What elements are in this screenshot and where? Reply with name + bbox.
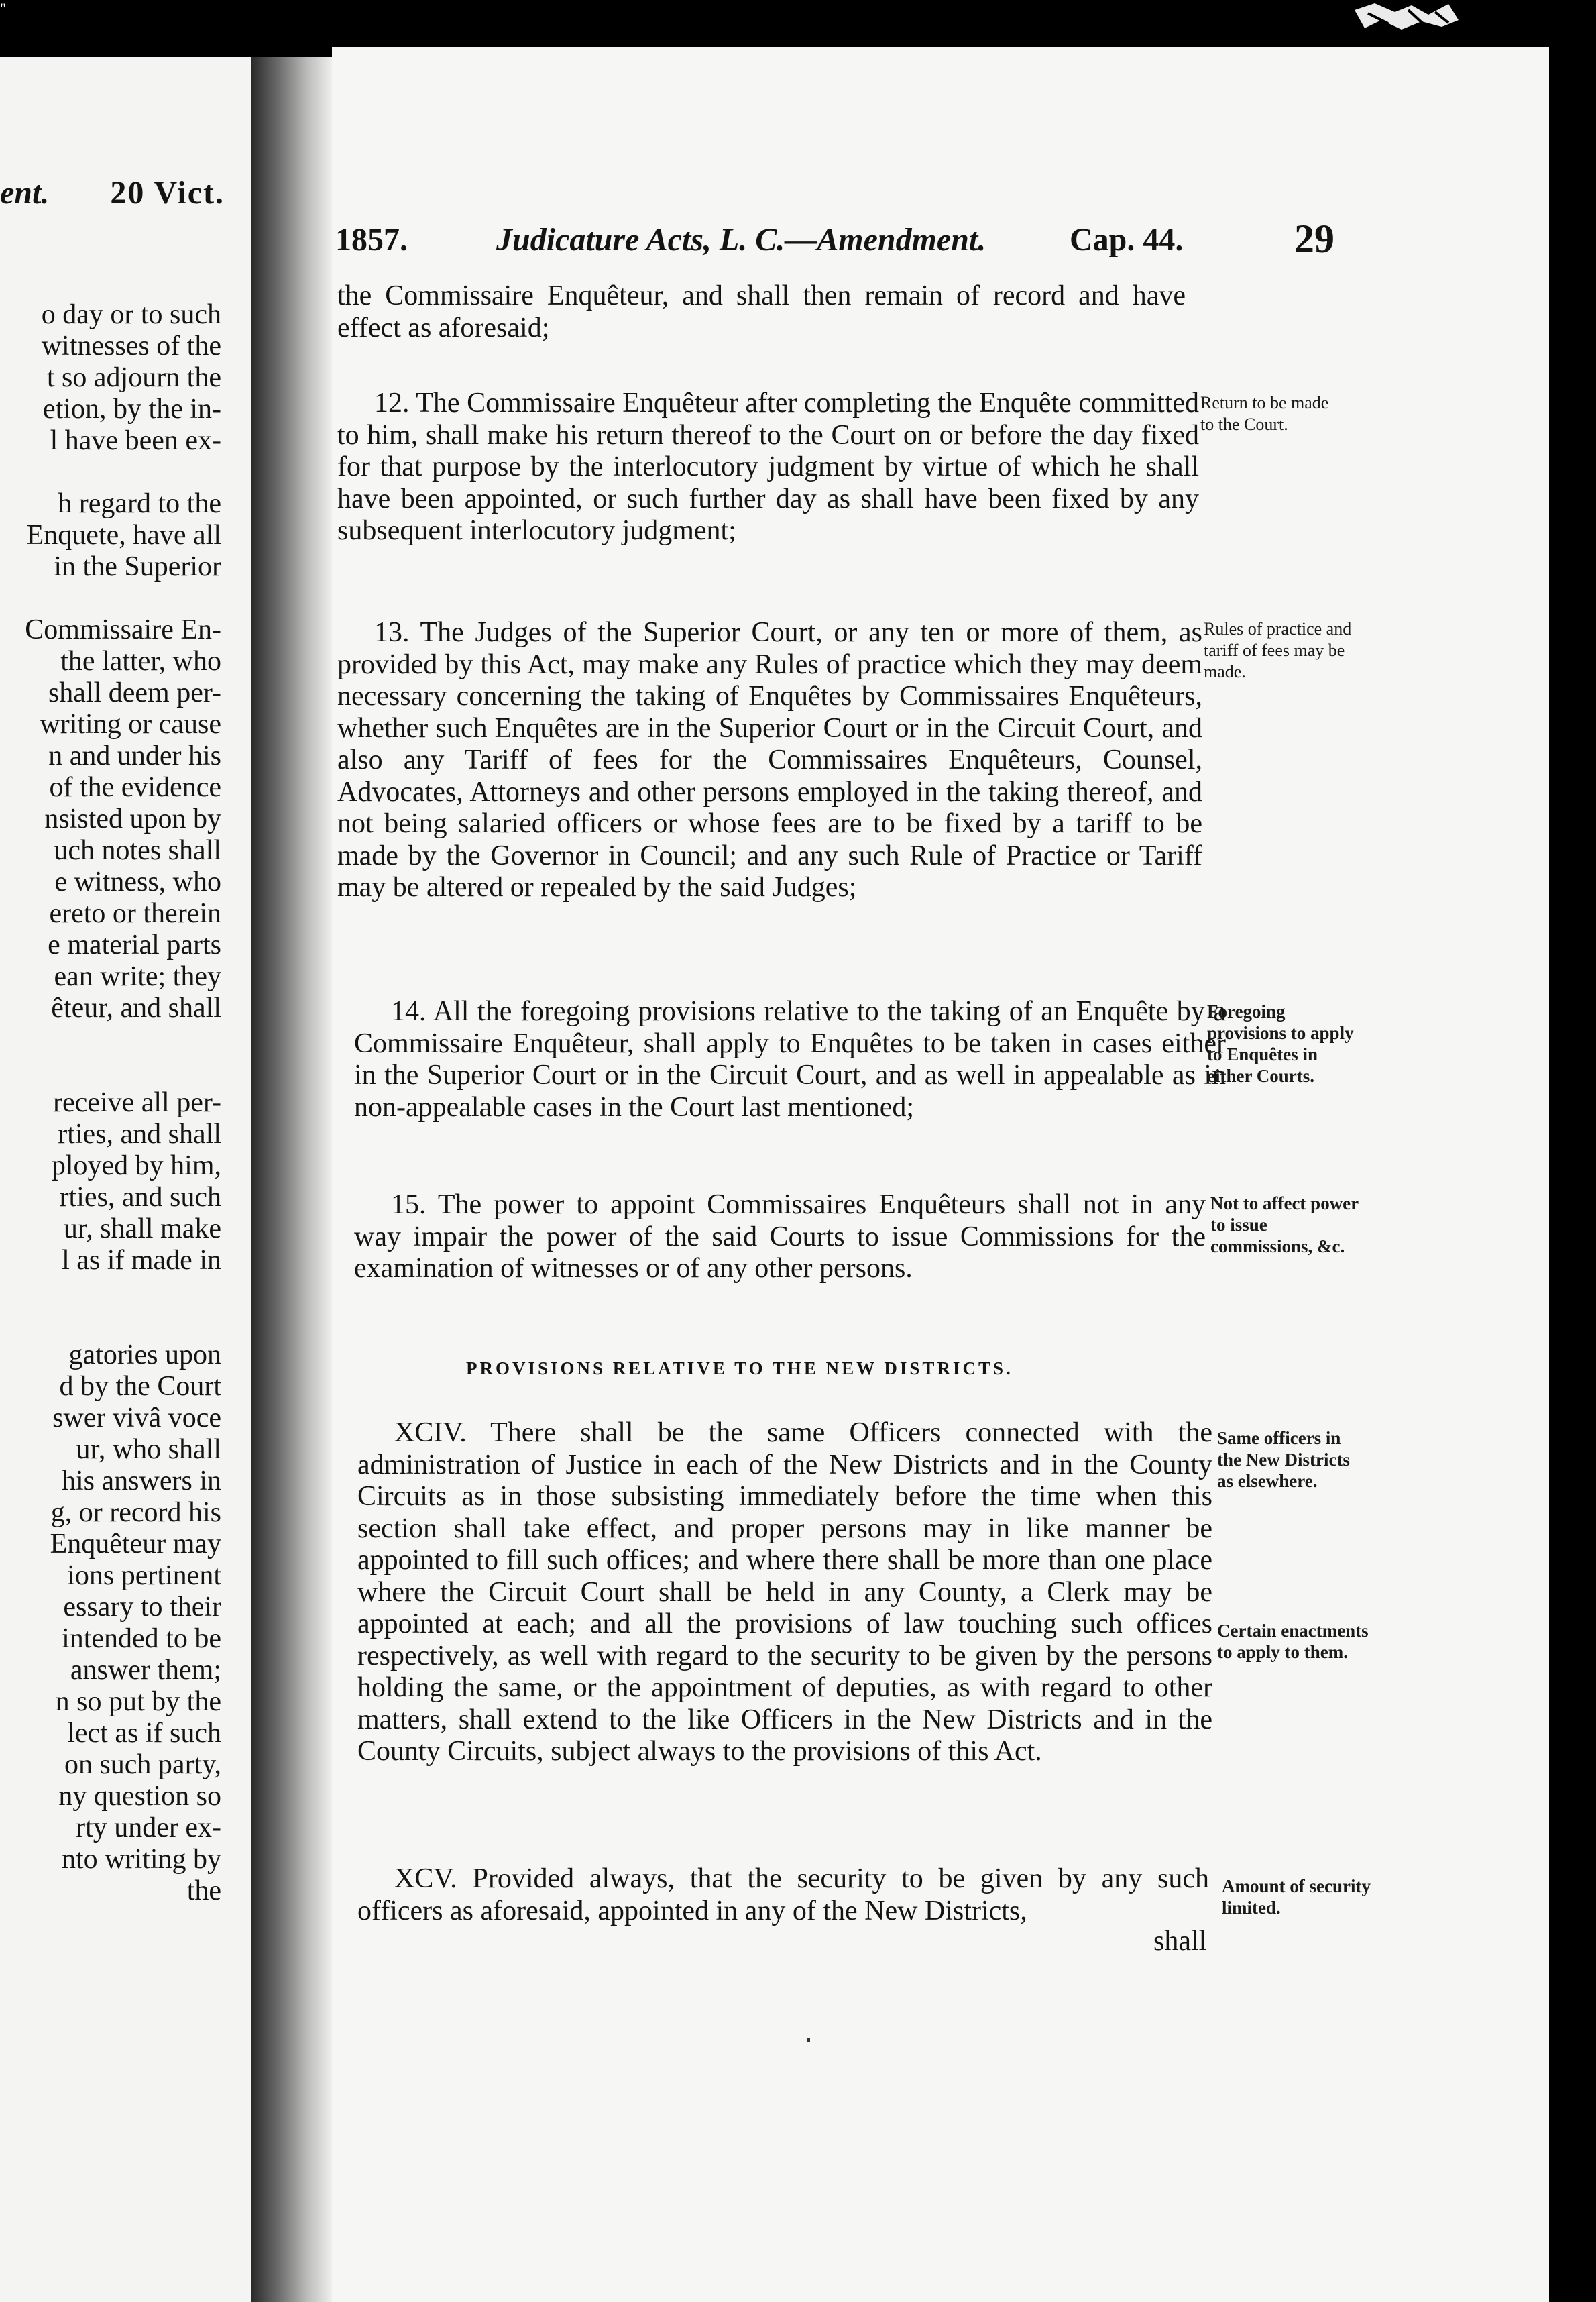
left-text-line: shall deem per- bbox=[48, 677, 221, 708]
left-text-line: ereto or therein bbox=[49, 898, 221, 929]
left-page-header bbox=[0, 174, 231, 235]
margin-note-12: Return to be made to the Court. bbox=[1200, 393, 1329, 434]
section-xciv bbox=[357, 1417, 1212, 1768]
paragraph-text: 14. All the foregoing provisions relative to the taking of an Enquête by a Commissaire Enquêteur, shall apply to Enquêtes to be taken in cases either in the Superior Court or in the Circuit Court, and as well in appealable as in non-appealable cases in the Court last mentioned; bbox=[354, 996, 1226, 1123]
left-text-line: l have been ex- bbox=[50, 425, 221, 456]
left-text-line: ions pertinent bbox=[67, 1560, 221, 1591]
running-header bbox=[335, 217, 1355, 268]
left-text-line: êteur, and shall bbox=[51, 993, 221, 1024]
left-text-line: etion, by the in- bbox=[43, 394, 221, 425]
margin-note-13: Rules of practice and tariff of fees may be made. bbox=[1204, 619, 1352, 681]
left-text-line: of the evidence bbox=[49, 772, 221, 803]
left-text-line: g, or record his bbox=[50, 1497, 221, 1528]
left-text-line: the latter, who bbox=[60, 646, 221, 677]
left-text-line: Enquete, have all bbox=[26, 520, 221, 551]
left-text-line: gatories upon bbox=[68, 1339, 221, 1370]
print-speck bbox=[807, 2038, 810, 2042]
header-chapter: Cap. 44. bbox=[1070, 222, 1184, 258]
left-text-line: nsisted upon by bbox=[44, 804, 221, 834]
paragraph-text: XCIV. There shall be the same Officers connected with the administration of Justice in each of the New Districts and in the County Circuits as in those subsisting immediately before the time when this section shall take effect, and proper persons may in like manner be appointed to fill such offices; and where there shall be more than one place where the Circuit Court shall be held in any County, a Clerk may be appointed at each; and all the provisions of law touching such offices respectively, as well with regard to the security to be given by the persons holding the same, or the appointment of deputies, as with regard to other matters, shall extend to the like Officers in the New Districts and in the County Circuits, subject always to the provisions of this Act. bbox=[357, 1417, 1212, 1767]
left-text-line: answer them; bbox=[70, 1655, 221, 1686]
left-text-line: ur, who shall bbox=[76, 1434, 221, 1465]
left-text-line: l as if made in bbox=[62, 1245, 221, 1276]
section-14 bbox=[354, 996, 1226, 1123]
left-text-line: Commissaire En- bbox=[25, 614, 221, 645]
left-text-line: e material parts bbox=[48, 930, 221, 961]
left-text-line: n so put by the bbox=[55, 1686, 221, 1717]
section-12 bbox=[337, 388, 1199, 547]
left-text-line: nto writing by bbox=[62, 1844, 221, 1875]
left-text-line: n and under his bbox=[48, 741, 221, 771]
left-text-line: swer vivâ voce bbox=[52, 1403, 221, 1433]
paragraph-text: 15. The power to appoint Commissaires Enquêteurs shall not in any way impair the power of the said Courts to issue Commissions for the examination of witnesses or of any other persons. bbox=[354, 1189, 1206, 1284]
section-15 bbox=[354, 1189, 1206, 1285]
page-corner-mark: " bbox=[0, 0, 6, 17]
left-text-line: receive all per- bbox=[53, 1087, 221, 1118]
left-text-line: lect as if such bbox=[67, 1718, 221, 1749]
paragraph-text: XCV. Provided always, that the security to be given by any such officers as aforesaid, appointed in any of the New Districts, bbox=[357, 1863, 1209, 1926]
left-text-line: on such party, bbox=[64, 1749, 221, 1780]
margin-note-xcv: Amount of security limited. bbox=[1222, 1876, 1371, 1918]
left-text-line: t so adjourn the bbox=[46, 362, 221, 393]
left-text-line: ny question so bbox=[58, 1781, 221, 1812]
paragraph-continuation bbox=[337, 280, 1186, 344]
margin-note-xciv-enactments: Certain enactments to apply to them. bbox=[1217, 1621, 1369, 1662]
header-title: Judicature Acts, L. C.—Amendment. bbox=[496, 222, 986, 258]
left-text-line: writing or cause bbox=[40, 709, 221, 740]
left-text-line: witnesses of the bbox=[41, 331, 221, 362]
left-text-line: h regard to the bbox=[58, 488, 221, 519]
section-xcv bbox=[357, 1863, 1209, 1927]
left-header-title: ent. bbox=[0, 175, 50, 211]
left-text-line: rties, and such bbox=[59, 1182, 221, 1213]
left-text-line: intended to be bbox=[62, 1623, 221, 1654]
margin-note-14: Foregoing provisions to apply to Enquêtes in either Courts. bbox=[1207, 1001, 1354, 1086]
left-text-line: his answers in bbox=[62, 1466, 221, 1496]
left-text-line: d by the Court bbox=[59, 1371, 221, 1402]
left-text-line: in the Superior bbox=[54, 551, 221, 582]
left-text-line: essary to their bbox=[63, 1592, 221, 1623]
paragraph-text: 12. The Commissaire Enquêteur after completing the Enquête committed to him, shall make his return thereof to the Court on or before the day fixed for that purpose by the interlocutory judgment by virtue of which he shall have been appointed, or such further day as shall have been fixed by any subsequent interlocutory judgment; bbox=[337, 388, 1199, 546]
left-text-line: ployed by him, bbox=[51, 1150, 221, 1181]
margin-note-15: Not to affect power to issue commissions, &c. bbox=[1210, 1193, 1359, 1256]
left-text-line: rties, and shall bbox=[58, 1119, 221, 1150]
paragraph-text: 13. The Judges of the Superior Court, or any ten or more of them, as provided by this Act, may make any Rules of practice which they may deem necessary concerning the taking of Enquêtes by Commissaires Enquêteurs, whether such Enquêtes are in the Superior Court or in the Circuit Court, and also any Tariff of fees for the Commissaires Enquêteurs, Counsel, Advocates, Attorneys and other persons employed in the taking thereof, and not being salaried officers or whose fees are to be fixed by a tariff to be made by the Governor in Council; and any such Rule of Practice or Tariff may be altered or repealed by the said Judges; bbox=[337, 617, 1202, 903]
header-year: 1857. bbox=[335, 222, 408, 258]
left-text-line: ean write; they bbox=[54, 961, 221, 992]
left-header-regnal-year: 20 Vict. bbox=[110, 175, 225, 211]
left-text-line: uch notes shall bbox=[54, 835, 221, 866]
library-stamp bbox=[1348, 0, 1465, 40]
left-text-line: rty under ex- bbox=[76, 1812, 221, 1843]
left-text-line: o day or to such bbox=[41, 299, 221, 330]
margin-note-xciv-officers: Same officers in the New Districts as elsewhere. bbox=[1217, 1428, 1350, 1491]
catchword: shall bbox=[1153, 1926, 1207, 1957]
right-page bbox=[332, 47, 1549, 2302]
book-gutter bbox=[251, 57, 332, 2302]
paragraph-text: the Commissaire Enquêteur, and shall then remain of record and have effect as aforesaid; bbox=[337, 280, 1186, 343]
left-text-line: Enquêteur may bbox=[50, 1529, 221, 1559]
left-text-line: the bbox=[186, 1875, 221, 1906]
section-13 bbox=[337, 617, 1202, 904]
left-text-line: ur, shall make bbox=[63, 1213, 221, 1244]
section-heading: PROVISIONS RELATIVE TO THE NEW DISTRICTS. bbox=[466, 1358, 1013, 1378]
left-text-line: e witness, who bbox=[54, 867, 221, 897]
page-number: 29 bbox=[1294, 217, 1334, 261]
